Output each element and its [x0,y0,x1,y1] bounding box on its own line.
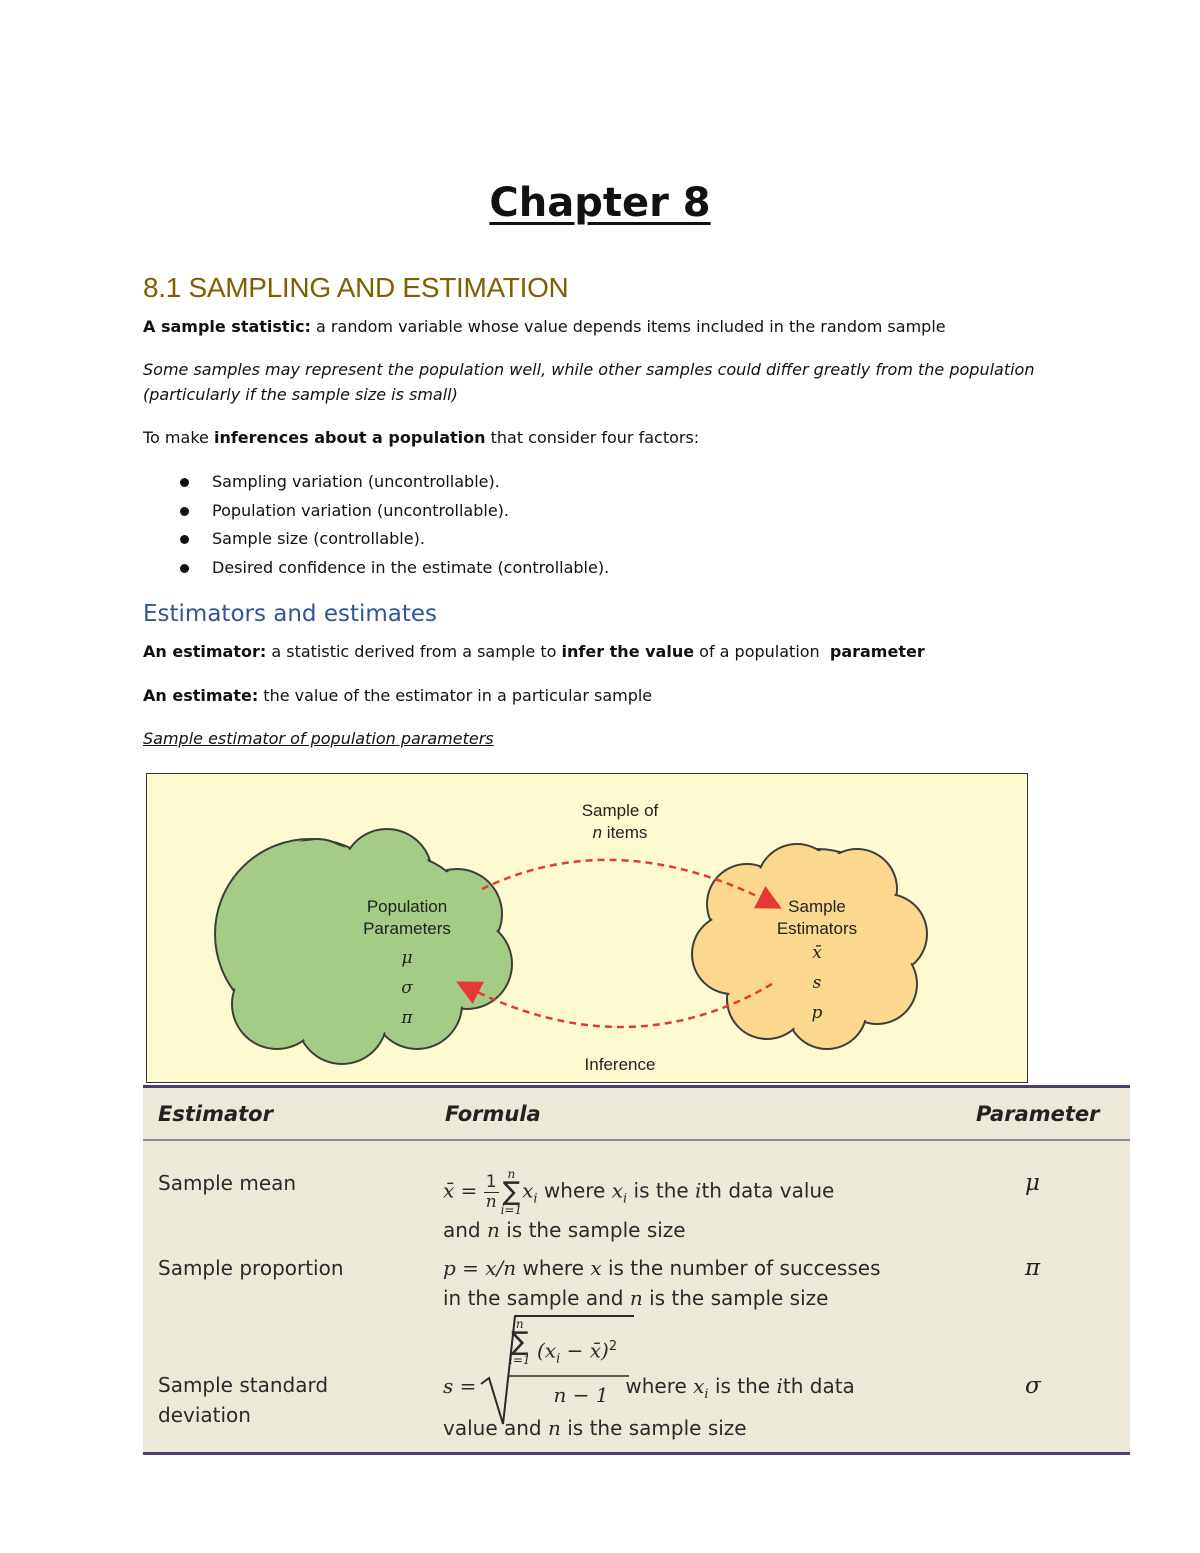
population-label-line1: Population [366,897,448,916]
estimate-definition [143,686,652,705]
mu-symbol: μ [401,948,413,968]
inference-intro-pre: To make [143,428,214,447]
row-estimator: Sample proportion [158,1256,344,1280]
formula-s-prefix [443,1371,483,1401]
estimator-table [143,1085,1130,1455]
formula-var: x [590,1256,602,1280]
list-item-label: Desired confidence in the estimate (controllable). [212,557,610,577]
formula-line2-pre: in the sample and [443,1286,630,1310]
row-parameter: π [1025,1255,1041,1281]
sum-lower: i=1 [500,1203,523,1217]
section-heading: 8.1 SAMPLING AND ESTIMATION [143,272,569,303]
row-parameter: σ [1025,1373,1041,1399]
list-item-label: Sample size (controllable). [212,529,425,548]
header-estimator: Estimator [158,1102,273,1126]
summation [501,1168,523,1216]
formula-text: where [619,1374,694,1398]
inference-intro-bold: inferences about a population [213,428,486,447]
estimator-text-1: a statistic derived from a sample to [266,642,562,661]
sample-symbols [802,938,832,1028]
row-formula-line2 [443,1413,747,1443]
formula-line2-pre: value and [443,1416,548,1440]
sample-label-line2: Estimators [776,919,858,938]
row-formula-line1 [619,1371,855,1410]
formula-line2-var: n [547,1416,561,1440]
note-line-1: Some samples may represent the population well, while other samples could differ greatly from the population [143,360,1035,379]
numerator-rest: − x̄) [560,1338,609,1363]
fraction-denominator: n [485,1191,497,1212]
sum-sign: ∑ [511,1327,529,1357]
figure-caption: Sample estimator of population parameters [143,729,494,748]
population-cloud [215,829,512,1064]
population-label-line2: Parameters [363,919,451,938]
sample-label-line1: Sample [788,897,846,916]
sample-statistic-text: a random variable whose value depends items included in the random sample [310,317,946,336]
denominator-expr: n − 1 [553,1383,609,1407]
bullet-icon [180,507,189,516]
inference-intro-post: that consider four factors: [485,428,700,447]
formula-xbar: x̄ = [443,1178,484,1203]
formula-var-sub: i [704,1387,709,1402]
fraction-numerator: 1 [485,1171,497,1192]
row-formula-line2 [443,1283,828,1313]
sampling-diagram [146,773,1028,1083]
formula-s: s = [443,1374,483,1398]
population-parameters-label [342,896,472,940]
chapter-title: Chapter 8 [489,180,711,226]
list-item [180,527,609,556]
estimate-term: An estimate: [143,686,259,705]
formula-var-sub: i [623,1191,628,1207]
numerator [537,1332,617,1375]
formula-proportion: p = x/n [443,1256,517,1280]
sum-lower: i=1 [509,1353,531,1367]
formula-line2-pre: and [443,1218,487,1242]
bullet-icon [180,564,189,573]
formula-line2-post: is the sample size [560,1416,747,1440]
numerator-exp: 2 [608,1339,618,1354]
row-estimator-line2: deviation [158,1403,251,1427]
formula-text-2: is the [708,1374,777,1398]
bullet-icon [180,478,189,487]
formula-line2-var: n [629,1286,643,1310]
row-formula-line1 [443,1168,834,1216]
formula-var: x [693,1374,705,1398]
row-formula-line1 [443,1253,881,1283]
sample-estimators-label [752,896,882,940]
sum-sign: ∑ [502,1177,521,1207]
n-variable: n [592,823,603,842]
sigma-symbol: σ [401,978,413,998]
row-estimator: Sample mean [158,1171,297,1195]
estimate-text: the value of the estimator in a particular sample [258,686,653,705]
bullet-icon [180,535,189,544]
formula-term-sub: i [533,1191,538,1207]
formula-line2-var: n [486,1218,500,1242]
row-formula-line2 [443,1215,686,1245]
formula-var: x [611,1178,623,1203]
formula-term: x [522,1178,534,1203]
formula-text-2: is the [627,1178,696,1203]
row-estimator-line1: Sample standard [158,1373,329,1397]
list-item-label: Population variation (uncontrollable). [212,500,509,520]
sample-of-label-line1: Sample of [581,801,659,820]
estimator-term: An estimator: [143,642,267,661]
list-item [180,556,609,585]
header-parameter: Parameter [976,1102,1100,1126]
sum-upper: n [515,1317,524,1331]
denominator [535,1380,627,1410]
note-line-2: (particularly if the sample size is small) [143,385,458,404]
p-symbol: p [811,1003,823,1023]
formula-i: i [695,1178,702,1203]
inference-label: Inference [584,1055,656,1074]
formula-text: where [516,1256,591,1280]
header-divider [143,1139,1130,1141]
factor-list [180,470,609,584]
sample-statistic-term: A sample statistic: [143,317,311,336]
subheading-estimators: Estimators and estimates [143,601,438,627]
numerator-sub: i [556,1351,561,1367]
formula-i: i [776,1374,783,1398]
list-item [180,470,609,499]
formula-text-3: th data value [701,1178,835,1203]
formula-line2-post: is the sample size [499,1218,686,1242]
population-symbols [392,943,422,1033]
formula-line2-post: is the sample size [642,1286,829,1310]
header-formula: Formula [445,1102,541,1126]
list-item [180,499,609,528]
fraction [484,1173,499,1212]
estimator-text-2: of a population [694,642,830,661]
row-parameter: μ [1025,1170,1040,1196]
sample-of-label-line2 [547,822,693,844]
pi-symbol: π [401,1008,413,1028]
sum-upper: n [507,1167,516,1181]
list-item-label: Sampling variation (uncontrollable). [212,472,500,491]
xbar-symbol: x̄ [812,943,822,963]
items-text: items [602,823,648,842]
sample-of-label [547,800,693,844]
summation [509,1318,531,1366]
formula-text-2: is the number of successes [601,1256,881,1280]
inference-intro [143,428,699,447]
estimator-bold-1: infer the value [561,642,695,661]
sample-statistic-definition [143,317,946,336]
estimator-definition [143,642,925,661]
numerator-expr: (x [537,1338,557,1363]
formula-text-3: th data [782,1374,855,1398]
s-symbol: s [812,973,822,993]
estimator-bold-2: parameter [829,642,925,661]
formula-text: where [537,1178,612,1203]
